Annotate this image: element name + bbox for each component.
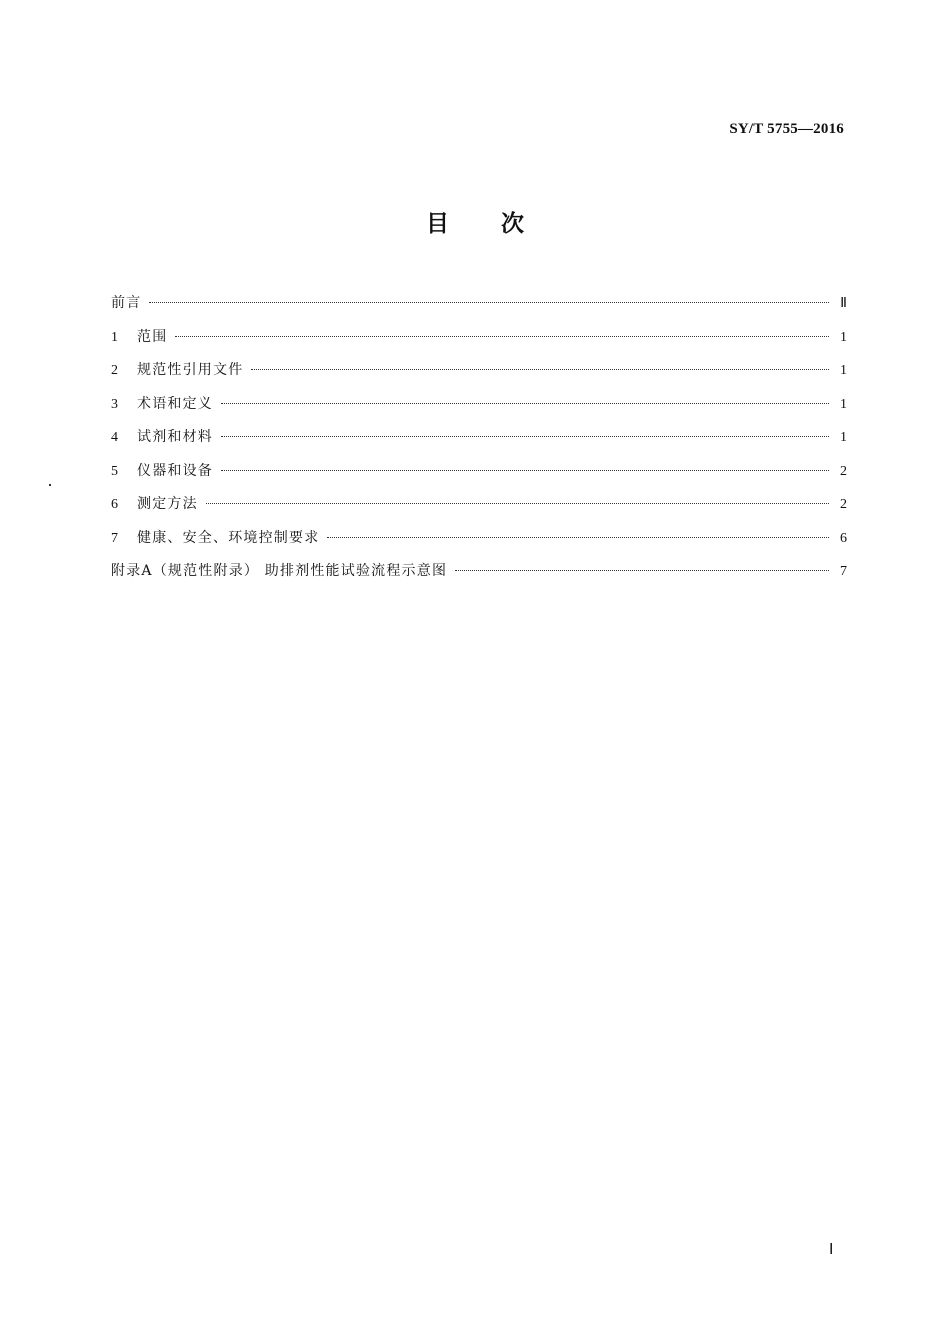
toc-entry-label: 附录A（规范性附录） 助排剂性能试验流程示意图 — [111, 563, 448, 579]
leader-dots — [175, 336, 829, 337]
toc-entry-annex-a[interactable] — [111, 558, 847, 592]
toc-entry-scope[interactable] — [111, 324, 847, 358]
title-char-2: 次 — [501, 211, 524, 237]
toc-entry-method[interactable] — [111, 491, 847, 525]
leader-dots — [221, 470, 829, 471]
toc-entry-number: 6 — [111, 497, 118, 512]
toc-entry-label: 范围 — [137, 328, 168, 345]
toc-entry-foreword[interactable] — [111, 290, 847, 324]
table-of-contents — [111, 290, 847, 592]
page-number: Ⅰ — [829, 1242, 834, 1258]
toc-entry-label: 测定方法 — [137, 496, 198, 512]
leader-dots — [221, 403, 829, 404]
toc-entry-label: 术语和定义 — [137, 395, 213, 412]
page-title — [0, 209, 950, 239]
toc-entry-label: 试剂和材料 — [137, 429, 213, 445]
toc-entry-instruments[interactable] — [111, 458, 847, 492]
standard-code: SY/T 5755—2016 — [729, 121, 844, 137]
toc-entry-hse[interactable] — [111, 525, 847, 559]
toc-entry-page: 1 — [840, 329, 847, 345]
leader-dots — [221, 436, 829, 437]
toc-entry-number: 4 — [111, 430, 118, 445]
toc-entry-page: Ⅱ — [840, 296, 847, 311]
stray-mark — [49, 484, 51, 486]
toc-entry-page: 1 — [840, 363, 847, 378]
toc-entry-page: 1 — [840, 430, 847, 445]
toc-entry-terms[interactable] — [111, 391, 847, 425]
toc-entry-page: 1 — [840, 396, 847, 412]
toc-entry-page: 2 — [840, 497, 847, 512]
title-char-1: 目 — [426, 211, 449, 237]
leader-dots — [206, 503, 829, 504]
toc-entry-label: 前言 — [111, 295, 142, 311]
leader-dots — [455, 570, 829, 571]
toc-entry-number: 2 — [111, 363, 118, 378]
toc-entry-label: 仪器和设备 — [137, 462, 213, 479]
toc-entry-number: 5 — [111, 463, 118, 479]
toc-entry-label: 规范性引用文件 — [137, 362, 244, 378]
leader-dots — [149, 302, 829, 303]
toc-entry-number: 7 — [111, 530, 118, 546]
leader-dots — [327, 537, 829, 538]
toc-entry-normative-references[interactable] — [111, 357, 847, 391]
toc-entry-number: 3 — [111, 396, 118, 412]
toc-entry-reagents[interactable] — [111, 424, 847, 458]
toc-entry-number: 1 — [111, 329, 118, 345]
toc-entry-page: 7 — [840, 564, 847, 579]
leader-dots — [251, 369, 829, 370]
toc-entry-page: 2 — [840, 463, 847, 479]
toc-entry-label: 健康、安全、环境控制要求 — [137, 529, 320, 546]
toc-entry-page: 6 — [840, 530, 847, 546]
